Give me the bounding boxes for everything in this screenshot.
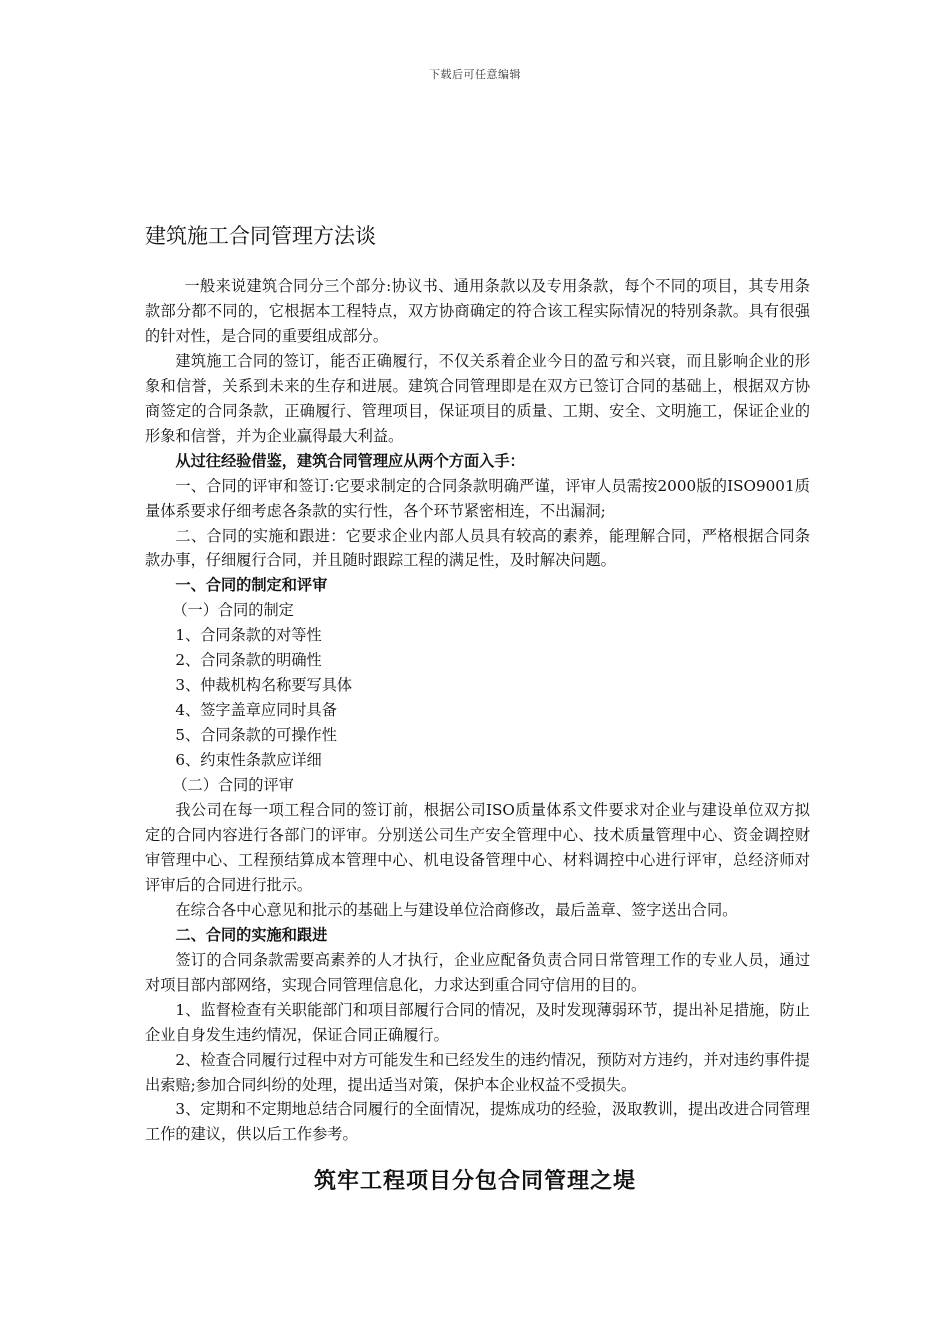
paragraph-approach-one: 一、合同的评审和签订:它要求制定的合同条款明确严谨，评审人员需按2000版的ISO9001质量体系要求仔细考虑各条款的实行性，各个环节紧密相连，不出漏洞; xyxy=(145,476,810,520)
paragraph-execution-item-2: 2、检查合同履行过程中对方可能发生和已经发生的违约情况，预防对方违约，并对违约事件提出索赔;参加合同纠纷的处理，提出适当对策，保护本企业权益不受损失。 xyxy=(145,1050,810,1094)
paragraph-review: 我公司在每一项工程合同的签订前，根据公司ISO质量体系文件要求对企业与建设单位双方拟定的合同内容进行各部门的评审。分别送公司生产安全管理中心、技术质量管理中心、资金调控财审管理中心、工程预结算成本管理中心、机电设备管理中心、材料调控中心进行评审，总经济师对评审后的合同进行批示。 xyxy=(145,801,810,894)
list-item: 2、合同条款的明确性 xyxy=(175,651,322,670)
paragraph-intro: 一般来说建筑合同分三个部分:协议书、通用条款以及专用条款，每个不同的项目，其专用条款部分都不同的，它根据本工程特点，双方协商确定的符合该工程实际情况的特别条款。具有很强的针对性，是合同的重要组成部分。 xyxy=(145,277,810,345)
header-note: 下载后可任意编辑 xyxy=(429,68,521,81)
paragraph-execution: 签订的合同条款需要高素养的人才执行，企业应配备负责合同日常管理工作的专业人员，通过对项目部内部网络，实现合同管理信息化，力求达到重合同守信用的目的。 xyxy=(145,950,810,994)
subsection-heading-review: （二）合同的评审 xyxy=(172,776,294,795)
list-item: 1、合同条款的对等性 xyxy=(175,626,322,645)
paragraph-execution-item-3: 3、定期和不定期地总结合同履行的全面情况，提炼成功的经验，汲取教训，提出改进合同管理工作的建议，供以后工作参考。 xyxy=(145,1100,810,1144)
list-item: 5、合同条款的可操作性 xyxy=(175,726,337,745)
list-item: 3、仲裁机构名称要写具体 xyxy=(175,676,353,695)
paragraph-approach-two: 二、合同的实施和跟进：它要求企业内部人员具有较高的素养，能理解合同，严格根据合同条款办事，仔细履行合同，并且随时跟踪工程的满足性，及时解决问题。 xyxy=(145,526,810,570)
document-body xyxy=(145,274,810,1147)
second-document-title: 筑牢工程项目分包合同管理之堤 xyxy=(313,1168,636,1194)
list-item: 6、约束性条款应详细 xyxy=(175,751,322,770)
list-item: 4、签字盖章应同时具备 xyxy=(175,701,337,720)
section-heading-one: 一、合同的制定和评审 xyxy=(175,576,328,595)
document-title: 建筑施工合同管理方法谈 xyxy=(145,224,376,248)
paragraph-signing: 建筑施工合同的签订，能否正确履行，不仅关系着企业今日的盈亏和兴衰，而且影响企业的形象和信誉，关系到未来的生存和进展。建筑合同管理即是在双方已签订合同的基础上，根据双方协商签定的合同条款，正确履行、管理项目，保证项目的质量、工期、安全、文明施工，保证企业的形象和信誉，并为企业赢得最大利益。 xyxy=(145,351,810,445)
subsection-heading-drafting: （一）合同的制定 xyxy=(172,601,294,620)
section-heading-two: 二、合同的实施和跟进 xyxy=(175,925,328,944)
paragraph-approach-heading: 从过往经验借鉴，建筑合同管理应从两个方面入手： xyxy=(175,451,525,470)
paragraph-review-conclusion: 在综合各中心意见和批示的基础上与建设单位洽商修改，最后盖章、签字送出合同。 xyxy=(175,900,738,919)
paragraph-execution-item-1: 1、监督检查有关职能部门和项目部履行合同的情况，及时发现薄弱环节，提出补足措施，防止企业自身发生违约情况，保证合同正确履行。 xyxy=(145,1000,810,1044)
